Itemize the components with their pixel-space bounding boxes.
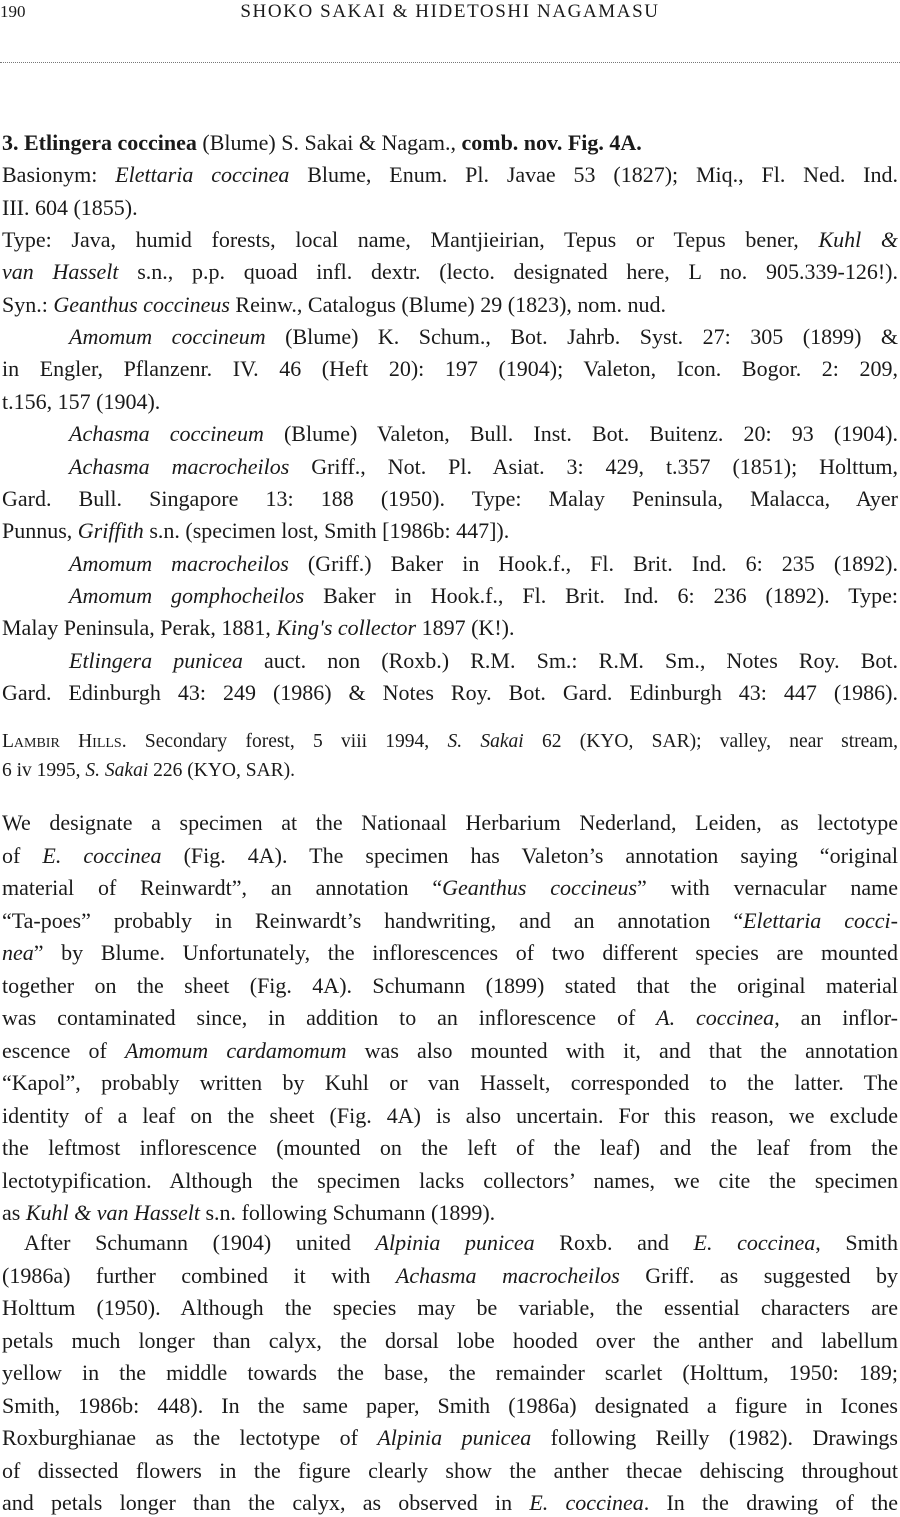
nomenclature-line bbox=[2, 130, 898, 156]
text-run: (Blume) S. Sakai & Nagam., bbox=[196, 130, 462, 155]
text-run: Smith, 1986b: 448). In the same paper, Smith (1986a) designated a figure in Icones bbox=[2, 1392, 898, 1418]
paragraph-line bbox=[2, 1168, 898, 1194]
text-run: s.n. following Schumann (1899). bbox=[200, 1200, 496, 1225]
italic-text: Geanthus coccineus bbox=[442, 875, 638, 900]
text-run: was contaminated since, in addition to an inflorescence of bbox=[2, 1005, 657, 1030]
paragraph-line bbox=[2, 843, 898, 869]
italic-text: Amomum coccineum bbox=[69, 324, 266, 350]
text-run: 62 (KYO, SAR); valley, near stream, bbox=[523, 731, 898, 752]
text-run: identity of a leaf on the sheet (Fig. 4A) is also uncertain. For this reason, we exclude bbox=[2, 1102, 898, 1128]
text-run: following Reilly (1982). Drawings bbox=[531, 1425, 898, 1450]
specimen-citation-line bbox=[2, 729, 898, 755]
italic-text: Kuhl & bbox=[818, 227, 898, 253]
italic-text: Amomum macrocheilos bbox=[69, 550, 289, 576]
text-run: 6 iv 1995, bbox=[2, 760, 86, 781]
locality-smallcaps: Lambir Hills. bbox=[2, 731, 127, 752]
text-run: Punnus, bbox=[2, 518, 78, 544]
text-run: ” with vernacular name bbox=[637, 875, 899, 900]
nomenclature-line bbox=[2, 680, 898, 706]
text-run: (Blume) Valeton, Bull. Inst. Bot. Buitenz. 20: 93 (1904). bbox=[263, 421, 898, 447]
italic-text: Griffith bbox=[77, 518, 144, 544]
text-run: Basionym: bbox=[2, 162, 116, 188]
text-run: III. 604 (1855). bbox=[2, 194, 138, 220]
text-run: Griff. as suggested by bbox=[619, 1262, 898, 1288]
paragraph-line bbox=[2, 1263, 898, 1289]
text-run: and petals longer than the calyx, as observed in bbox=[2, 1490, 530, 1515]
nomenclature-line bbox=[69, 454, 898, 480]
italic-text: Kuhl & van Hasselt bbox=[25, 1200, 200, 1225]
text-run: Holttum (1950). Although the species may be variable, the essential characters are bbox=[2, 1295, 898, 1320]
paragraph-line bbox=[2, 875, 898, 901]
text-run: as bbox=[2, 1200, 26, 1225]
italic-text: S. Sakai bbox=[447, 731, 524, 752]
nomenclature-line bbox=[2, 356, 898, 382]
paragraph-line bbox=[2, 973, 898, 999]
italic-text: nea bbox=[2, 940, 34, 965]
text-run: Blume, Enum. Pl. Javae 53 (1827); Miq., Fl. Ned. Ind. bbox=[289, 162, 899, 188]
italic-text: Geanthus coccineus bbox=[53, 291, 230, 317]
text-run: 1897 (K!). bbox=[416, 615, 515, 641]
paragraph-line bbox=[2, 1005, 898, 1031]
italic-text: Achasma coccineum bbox=[69, 421, 264, 447]
text-run: s.n., p.p. quoad infl. dextr. (lecto. designated here, L no. 905.339-126!). bbox=[118, 259, 899, 285]
nomenclature-line bbox=[2, 195, 898, 221]
paragraph-line bbox=[2, 940, 898, 966]
page-number: 190 bbox=[0, 2, 26, 21]
bold-text: 3. Etlingera coccinea bbox=[2, 130, 197, 155]
text-run: material of Reinwardt”, an annotation “ bbox=[2, 875, 443, 900]
paragraph-line bbox=[2, 1328, 898, 1354]
paragraph-line bbox=[24, 1230, 898, 1256]
paragraph-line bbox=[2, 1490, 898, 1516]
paragraph-line bbox=[2, 1135, 898, 1161]
text-run: “Kapol”, probably written by Kuhl or van Hasselt, corresponded to the latter. The bbox=[2, 1070, 898, 1095]
italic-text: Amomum gomphocheilos bbox=[69, 582, 305, 608]
italic-text: Amomum cardamomum bbox=[125, 1037, 347, 1063]
text-run: was also mounted with it, and that the annotation bbox=[346, 1037, 898, 1063]
text-run: ” by Blume. Unfortunately, the inflorescences of two different species are mounted bbox=[33, 940, 898, 965]
text-run: Gard. Edinburgh 43: 249 (1986) & Notes Roy. Bot. Gard. Edinburgh 43: 447 (1986). bbox=[2, 679, 898, 705]
text-run: , an inflor- bbox=[774, 1005, 899, 1030]
italic-text: Elettaria cocci- bbox=[743, 907, 898, 933]
text-run: (Blume) K. Schum., Bot. Jahrb. Syst. 27: 305 (1899) & bbox=[265, 324, 898, 350]
text-run: of bbox=[2, 842, 43, 868]
italic-text: Elettaria coccinea bbox=[115, 162, 290, 188]
text-run: auct. non (Roxb.) R.M. Sm.: R.M. Sm., Notes Roy. Bot. bbox=[242, 647, 898, 673]
italic-text: E. coccinea bbox=[693, 1230, 816, 1255]
paragraph-line bbox=[2, 1393, 898, 1419]
running-title: SHOKO SAKAI & HIDETOSHI NAGAMASU bbox=[240, 1, 660, 22]
bold-text: comb. nov. Fig. 4A. bbox=[461, 130, 642, 155]
paragraph-line bbox=[2, 1038, 898, 1064]
paragraph-line bbox=[2, 810, 898, 836]
text-run: lectotypification. Although the specimen lacks collectors’ names, we cite the specimen bbox=[2, 1167, 898, 1193]
nomenclature-line bbox=[2, 615, 898, 641]
text-run: t.156, 157 (1904). bbox=[2, 388, 161, 414]
text-run: escence of bbox=[2, 1037, 126, 1063]
italic-text: Achasma macrocheilos bbox=[69, 453, 290, 479]
nomenclature-line bbox=[69, 551, 898, 577]
paragraph-line bbox=[2, 1295, 898, 1321]
text-run: Roxburghianae as the lectotype of bbox=[2, 1425, 378, 1450]
text-run: Roxb. and bbox=[534, 1230, 694, 1255]
nomenclature-line bbox=[69, 421, 898, 447]
text-run: . In the drawing of the bbox=[643, 1490, 898, 1515]
header-rule bbox=[0, 62, 900, 63]
text-run: together on the sheet (Fig. 4A). Schumann (1899) stated that the original material bbox=[2, 972, 898, 998]
paragraph-line bbox=[2, 1200, 898, 1226]
italic-text: Alpinia punicea bbox=[377, 1425, 532, 1450]
italic-text: Achasma macrocheilos bbox=[395, 1262, 620, 1288]
paragraph-line bbox=[2, 1103, 898, 1129]
text-run: Syn.: bbox=[2, 291, 54, 317]
nomenclature-line bbox=[2, 389, 898, 415]
text-run: After Schumann (1904) united bbox=[24, 1230, 376, 1255]
nomenclature-line bbox=[69, 583, 898, 609]
text-run: Baker in Hook.f., Fl. Brit. Ind. 6: 236 (1892). Type: bbox=[304, 582, 898, 608]
text-run: , Smith bbox=[815, 1230, 899, 1255]
nomenclature-line bbox=[2, 227, 898, 253]
italic-text: Alpinia punicea bbox=[375, 1230, 535, 1255]
paragraph-line bbox=[2, 1425, 898, 1451]
text-run: (Fig. 4A). The specimen has Valeton’s annotation saying “original bbox=[161, 842, 899, 868]
text-run: s.n. (specimen lost, Smith [1986b: 447]). bbox=[143, 518, 510, 544]
text-run: “Ta-poes” probably in Reinwardt’s handwriting, and an annotation “ bbox=[2, 907, 744, 933]
text-run: (1986a) further combined it with bbox=[2, 1262, 396, 1288]
text-run: Reinw., Catalogus (Blume) 29 (1823), nom. nud. bbox=[229, 291, 667, 317]
nomenclature-line bbox=[2, 486, 898, 512]
text-run: in Engler, Pflanzenr. IV. 46 (Heft 20): 197 (1904); Valeton, Icon. Bogor. 2: 209, bbox=[2, 356, 898, 382]
text-run: the leftmost inflorescence (mounted on the left of the leaf) and the leaf from the bbox=[2, 1135, 898, 1160]
italic-text: S. Sakai bbox=[85, 760, 149, 781]
paragraph-line bbox=[2, 908, 898, 934]
specimen-citation-line bbox=[2, 758, 898, 784]
paragraph-line bbox=[2, 1458, 898, 1484]
nomenclature-line bbox=[69, 648, 898, 674]
italic-text: E. coccinea bbox=[529, 1490, 644, 1515]
italic-text: A. coccinea bbox=[656, 1005, 775, 1030]
text-run: Secondary forest, 5 viii 1994, bbox=[126, 731, 448, 752]
italic-text: E. coccinea bbox=[42, 842, 162, 868]
text-run: (Griff.) Baker in Hook.f., Fl. Brit. Ind. 6: 235 (1892). bbox=[288, 550, 898, 576]
text-run: Type: Java, humid forests, local name, Mantjieirian, Tepus or Tepus bener, bbox=[2, 227, 819, 253]
italic-text: van Hasselt bbox=[2, 259, 119, 285]
nomenclature-line bbox=[69, 324, 898, 350]
italic-text: Etlingera punicea bbox=[69, 647, 243, 673]
italic-text: King's collector bbox=[276, 615, 417, 641]
paragraph-line bbox=[2, 1070, 898, 1096]
text-run: We designate a specimen at the Nationaal Herbarium Nederland, Leiden, as lectotype bbox=[2, 810, 898, 835]
nomenclature-line bbox=[2, 518, 898, 544]
text-run: petals much longer than calyx, the dorsal lobe hooded over the anther and labellum bbox=[2, 1327, 898, 1353]
text-run: of dissected flowers in the figure clearly show the anther thecae dehiscing throughout bbox=[2, 1457, 898, 1483]
text-run: 226 (KYO, SAR). bbox=[148, 760, 296, 781]
nomenclature-line bbox=[2, 292, 898, 318]
text-run: Gard. Bull. Singapore 13: 188 (1950). Type: Malay Peninsula, Malacca, Ayer bbox=[2, 485, 898, 511]
nomenclature-line bbox=[2, 162, 898, 188]
text-run: yellow in the middle towards the base, the remainder scarlet (Holttum, 1950: 189; bbox=[2, 1360, 898, 1385]
text-run: Griff., Not. Pl. Asiat. 3: 429, t.357 (1851); Holttum, bbox=[289, 453, 898, 479]
text-run: Malay Peninsula, Perak, 1881, bbox=[2, 615, 277, 641]
nomenclature-line bbox=[2, 259, 898, 285]
paragraph-line bbox=[2, 1360, 898, 1386]
